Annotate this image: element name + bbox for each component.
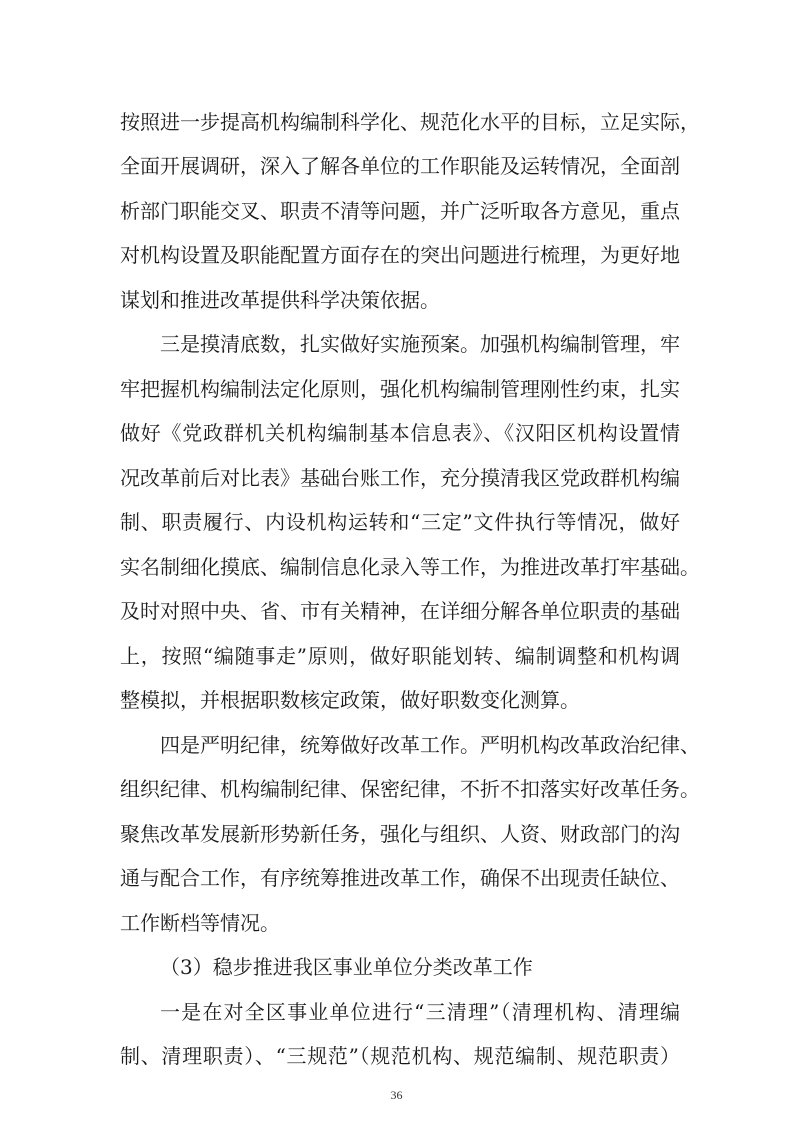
text-line: 做好《党政群机关机构编制基本信息表》、《汉阳区机构设置情 bbox=[120, 421, 680, 445]
text-line: 全面开展调研，深入了解各单位的工作职能及运转情况，全面剖 bbox=[120, 154, 680, 178]
paragraph-first-line: 四是严明纪律，统筹做好改革工作。严明机构改革政治纪律、 bbox=[160, 733, 700, 757]
page-number: 36 bbox=[390, 1088, 403, 1102]
text-line: 按照进一步提高机构编制科学化、规范化水平的目标，立足实际， bbox=[120, 110, 700, 134]
text-line: 上，按照“编随事走”原则，做好职能划转、编制调整和机构调 bbox=[120, 644, 680, 668]
text-line: 聚焦改革发展新形势新任务，强化与组织、人资、财政部门的沟 bbox=[120, 822, 680, 846]
paragraph-first-line: 三是摸清底数，扎实做好实施预案。加强机构编制管理，牢 bbox=[160, 332, 680, 356]
section-heading: （3）稳步推进我区事业单位分类改革工作 bbox=[160, 955, 533, 979]
text-line: 况改革前后对比表》基础台账工作，充分摸清我区党政群机构编 bbox=[120, 466, 680, 490]
text-line: 通与配合工作，有序统筹推进改革工作，确保不出现责任缺位、 bbox=[120, 866, 680, 890]
text-line: 制、清理职责）、“三规范”（规范机构、规范编制、规范职责） bbox=[120, 1044, 680, 1068]
text-line: 整模拟，并根据职数核定政策，做好职数变化测算。 bbox=[120, 688, 580, 712]
paragraph-first-line: 一是在对全区事业单位进行“三清理”（清理机构、清理编 bbox=[160, 1000, 680, 1024]
text-line: 实名制细化摸底、编制信息化录入等工作，为推进改革打牢基础。 bbox=[120, 555, 700, 579]
text-line: 析部门职能交叉、职责不清等问题，并广泛听取各方意见，重点 bbox=[120, 199, 680, 223]
text-line: 谋划和推进改革提供科学决策依据。 bbox=[120, 288, 440, 312]
text-line: 制、职责履行、内设机构运转和“三定”文件执行等情况，做好 bbox=[120, 510, 680, 534]
text-line: 及时对照中央、省、市有关精神，在详细分解各单位职责的基础 bbox=[120, 599, 680, 623]
text-line: 组织纪律、机构编制纪律、保密纪律，不折不扣落实好改革任务。 bbox=[120, 777, 700, 801]
text-line: 工作断档等情况。 bbox=[120, 911, 280, 935]
text-line: 牢把握机构编制法定化原则，强化机构编制管理刚性约束，扎实 bbox=[120, 377, 680, 401]
text-line: 对机构设置及职能配置方面存在的突出问题进行梳理，为更好地 bbox=[120, 243, 680, 267]
